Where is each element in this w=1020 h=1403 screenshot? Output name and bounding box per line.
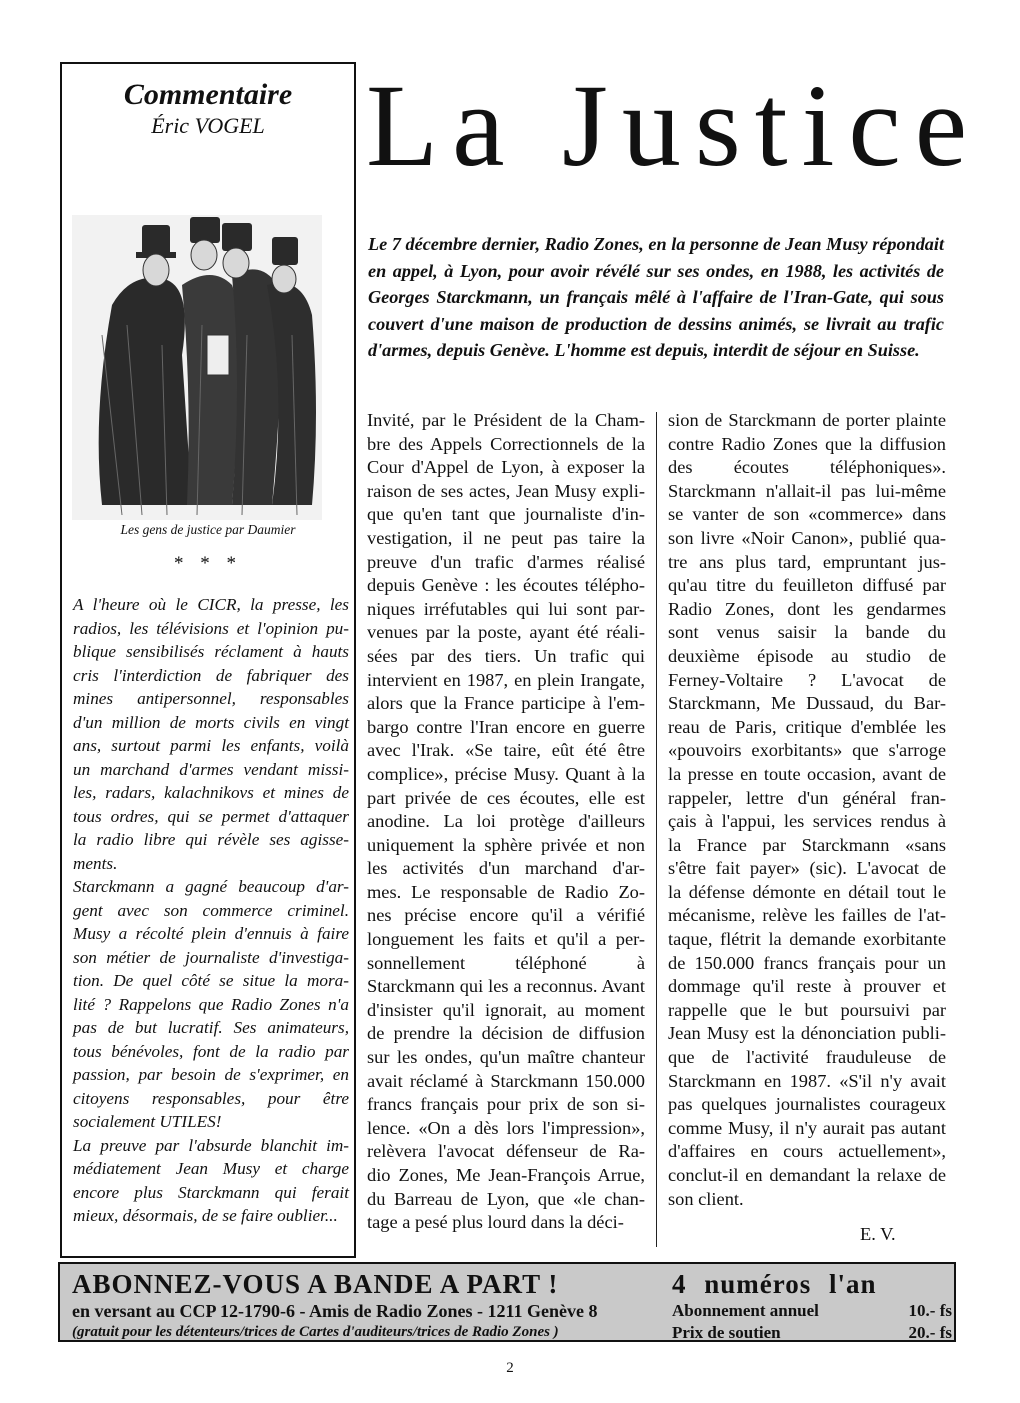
column-1-line: vestigation, il ne peut pas taire la	[367, 527, 645, 548]
column-1-line: longuement les faits et qu'il a per-	[367, 929, 645, 950]
commentary-line: blique sensibilisés réclament à hauts	[73, 642, 349, 661]
column-2-line: conclut-il en demandant la relaxe de	[668, 1165, 946, 1185]
column-2-line: mécanisme, relève les failles de l'at-	[668, 905, 946, 926]
commentary-line: tion. De quel côté se situe la mora-	[73, 971, 349, 990]
column-1-line: anodine. La loi protège d'ailleurs	[367, 811, 645, 832]
commentary-line: lité ? Rappelons que Radio Zones n'a	[73, 994, 349, 1014]
commentary-line: mines antipersonnel, responsables	[73, 689, 349, 708]
column-2-line: Starckmann, Me Dussaud, du Bar-	[668, 693, 946, 714]
column-1-line: de prendre la décision de diffusion	[367, 1023, 645, 1044]
banner-ccp-line: en versant au CCP 12-1790-6 - Amis de Radio Zones - 1211 Genève 8	[72, 1301, 598, 1321]
column-2-line: sion de Starckmann de porter plainte	[668, 410, 946, 430]
article-lead	[368, 231, 944, 364]
commentary-line: encore plus Starckmann qui ferait	[73, 1182, 349, 1202]
article-column-1	[367, 409, 645, 1235]
column-2-line: d'affaires en cours actuellement»,	[668, 1141, 946, 1162]
column-1-line: part privée de ces écoutes, elle est	[367, 787, 645, 808]
commentary-line: mieux, désormais, de se faire oublier...	[73, 1206, 338, 1225]
column-2-line: çais à l'appui, les services rendus à	[668, 811, 946, 832]
column-2-line: tre ans plus tard, empruntant jus-	[668, 551, 946, 572]
column-1-line: que qu'en tant que journaliste d'in-	[367, 504, 645, 525]
section-separator: * * *	[174, 553, 242, 574]
commentary-line: son métier de journaliste d'investiga-	[73, 947, 349, 967]
commentary-line: ments.	[73, 853, 118, 873]
column-2-line: qu'au titre du feuilleton diffusé par	[668, 575, 946, 596]
annual-label: Abonnement annuel	[672, 1301, 819, 1320]
column-2-line: la défense démonte en détail tout le	[668, 881, 946, 902]
column-1-line: complice», précise Musy. Quant à la	[367, 763, 645, 784]
commentary-line: la radio libre qui révèle ses agisse-	[73, 830, 349, 849]
column-1-line: du Barreau de Lyon, que «le chan-	[367, 1188, 645, 1209]
column-2-line: «pouvoirs exorbitants» que s'arroge	[668, 740, 946, 761]
commentary-line: ans, surtout parmi les enfants, voilà	[73, 736, 349, 755]
column-1-line: dio Zones, Me Jean-François Arrue,	[367, 1165, 645, 1185]
commentary-line: pas de but lucratif. Ses animateurs,	[73, 1018, 349, 1037]
column-2-line: son livre «Noir Canon», publié qua-	[668, 527, 946, 548]
column-1-line: sonnellement téléphoné à	[367, 952, 645, 973]
column-2-line: son client.	[668, 1188, 744, 1209]
column-1-line: sées par des tiers. Un trafic qui	[367, 645, 645, 666]
commentary-line: A l'heure où le CICR, la presse, les	[73, 595, 349, 614]
lead-line: Le 7 décembre dernier, Radio Zones, en la personne de Jean Musy répondait	[368, 234, 944, 254]
column-2-line: taque, flétrit la demande exorbitante	[668, 929, 946, 950]
column-2-line: dommage qu'il reste à prouver et	[668, 976, 946, 997]
column-1-line: avait réclamé à Starckmann 150.000	[367, 1070, 645, 1091]
column-1-line: depuis Genève : les écoutes télépho-	[367, 575, 645, 596]
lead-line: en appel, à Lyon, pour avoir révélé sur ses ondes, en 1988, les activités de	[368, 260, 944, 281]
article-column-2	[668, 409, 946, 1211]
column-2-line: rappeler, lettre d'un général fran-	[668, 787, 946, 808]
commentary-line: cris l'interdiction de fabriquer des	[73, 665, 349, 685]
commentary-line: Musy a récolté plein d'ennuis à faire	[73, 924, 349, 943]
column-divider	[656, 412, 657, 1247]
column-2-line: deuxième épisode au studio de	[668, 645, 946, 666]
commentary-line: tous bénévoles, font de la radio par	[73, 1041, 349, 1061]
column-1-line: tage a pesé plus lourd dans la déci-	[367, 1212, 624, 1233]
commentary-author: Éric VOGEL	[151, 113, 265, 138]
commentary-line: un marchand d'armes vendant missi-	[73, 759, 349, 779]
column-1-line: lence. «On a dès lors l'impression»,	[367, 1117, 645, 1138]
article-signature: E. V.	[860, 1224, 896, 1244]
column-1-line: relèvera l'avocat défenseur de Ra-	[367, 1141, 645, 1162]
commentary-line: d'un million de morts civils en vingt	[73, 712, 349, 732]
column-2-line: de 150.000 francs français pour un	[668, 952, 946, 973]
column-2-line: reau de Paris, critique d'emblée les	[668, 716, 946, 737]
column-2-line: que de l'activité frauduleuse de	[668, 1047, 946, 1068]
column-1-line: bre des Appels Correctionnels de la	[367, 433, 645, 454]
commentary-line: citoyens responsables, pour être	[73, 1088, 349, 1108]
column-1-line: Cour d'Appel de Lyon, à exposer la	[367, 457, 645, 478]
commentary-line: La preuve par l'absurde blanchit im-	[73, 1135, 349, 1155]
commentary-line: médiatement Jean Musy et charge	[73, 1159, 349, 1178]
lead-line: couvert d'une maison de production de dessins animés, se livrait au trafic	[368, 313, 944, 334]
column-1-line: intervient en 1987, en plein Irangate,	[367, 669, 645, 690]
column-2-line: pas quelques journalistes courageux	[668, 1094, 946, 1115]
column-1-line: les activités d'un marchand d'ar-	[367, 858, 645, 879]
commentary-line: les, radars, kalachnikovs et mines de	[73, 783, 349, 802]
column-1-line: venues par la poste, ayant été réali-	[367, 622, 645, 643]
daumier-illustration	[72, 215, 322, 520]
support-label: Prix de soutien	[672, 1323, 781, 1342]
column-1-line: d'insister qu'il ignorait, au moment	[367, 999, 645, 1020]
column-2-line: la presse en toute occasion, avant de	[668, 763, 946, 784]
column-2-line: Starckmann n'allait-il pas lui-même	[668, 480, 946, 501]
column-2-line: la France par Starckmann «sans	[668, 834, 946, 855]
commentary-line: gent avec son commerce criminel.	[73, 900, 349, 920]
column-1-line: alors que la France participe à l'em-	[367, 693, 645, 714]
commentary-line: tous ordres, qui se permet d'attaquer	[73, 806, 349, 826]
annual-price: 10.- fs	[908, 1301, 952, 1320]
article-title: La Justice	[366, 60, 982, 191]
column-2-line: contre Radio Zones que la diffusion	[668, 433, 946, 454]
commentary-title: Commentaire	[123, 78, 293, 111]
column-1-line: preuve d'un trafic d'armes réalisé	[367, 551, 645, 572]
column-1-line: Starckmann qui les a reconnus. Avant	[367, 976, 645, 997]
support-price: 20.- fs	[908, 1323, 952, 1342]
subscription-banner	[58, 1262, 956, 1342]
support-price-row	[672, 1322, 952, 1344]
banner-headline: ABONNEZ-VOUS A BANDE A PART !	[72, 1269, 559, 1299]
lead-line: Georges Starckmann, un français mêlé à l'affaire de l'Iran-Gate, qui sous	[368, 287, 944, 308]
column-2-line: Radio Zones, dont les gendarmes	[668, 598, 946, 619]
annual-price-row	[672, 1300, 952, 1322]
column-2-line: s'être fait payer» (sic). L'avocat de	[668, 858, 946, 879]
column-1-line: niques irréfutables qui lui sont par-	[367, 598, 645, 619]
column-2-line: Ferney-Voltaire ? L'avocat de	[668, 669, 946, 690]
column-2-line: sont venus saisir la bande du	[668, 622, 946, 643]
column-1-line: uniquement la sphère privée et non	[367, 834, 645, 855]
column-1-line: raison de ses actes, Jean Musy expli-	[367, 480, 645, 501]
commentary-line: passion, par besoin de s'exprimer, en	[73, 1065, 349, 1084]
column-2-line: rappelle que le but poursuivi par	[668, 999, 946, 1020]
commentary-text	[73, 593, 349, 1228]
commentary-line: socialement UTILES!	[73, 1112, 222, 1131]
lead-line: d'armes, depuis Genève. L'homme est depuis, interdit de séjour en Suisse.	[368, 340, 920, 361]
column-2-line: comme Musy, il n'y aurait pas autant	[668, 1117, 946, 1138]
column-1-line: Invité, par le Président de la Cham-	[367, 410, 645, 430]
column-1-line: mes. Le responsable de Radio Zo-	[367, 881, 645, 902]
column-1-line: bargo contre l'Iran encore en guerre	[367, 716, 645, 737]
commentary-line: radios, les télévisions et l'opinion pu-	[73, 618, 349, 638]
column-1-line: nes précise encore qu'il a vérifié	[367, 905, 645, 926]
page-number: 2	[506, 1360, 514, 1376]
column-1-line: sur les ondes, qu'un maître chanteur	[367, 1047, 645, 1068]
column-1-line: francs français pour prix de son si-	[367, 1094, 645, 1115]
column-2-line: se vanter de son «commerce» dans	[668, 504, 946, 525]
banner-issues: 4 numéros l'an	[672, 1269, 877, 1299]
column-2-line: des écoutes téléphoniques».	[668, 457, 946, 478]
commentary-line: Starckmann a gagné beaucoup d'ar-	[73, 877, 349, 896]
column-2-line: Jean Musy est la dénonciation publi-	[668, 1023, 946, 1044]
banner-free-note: (gratuit pour les détenteurs/trices de Cartes d'auditeurs/trices de Radio Zones )	[72, 1324, 559, 1340]
illustration-caption: Les gens de justice par Daumier	[120, 522, 296, 537]
column-2-line: Starckmann en 1987. «S'il n'y avait	[668, 1070, 946, 1091]
column-1-line: avec l'Irak. «Se taire, eût été être	[367, 740, 645, 761]
